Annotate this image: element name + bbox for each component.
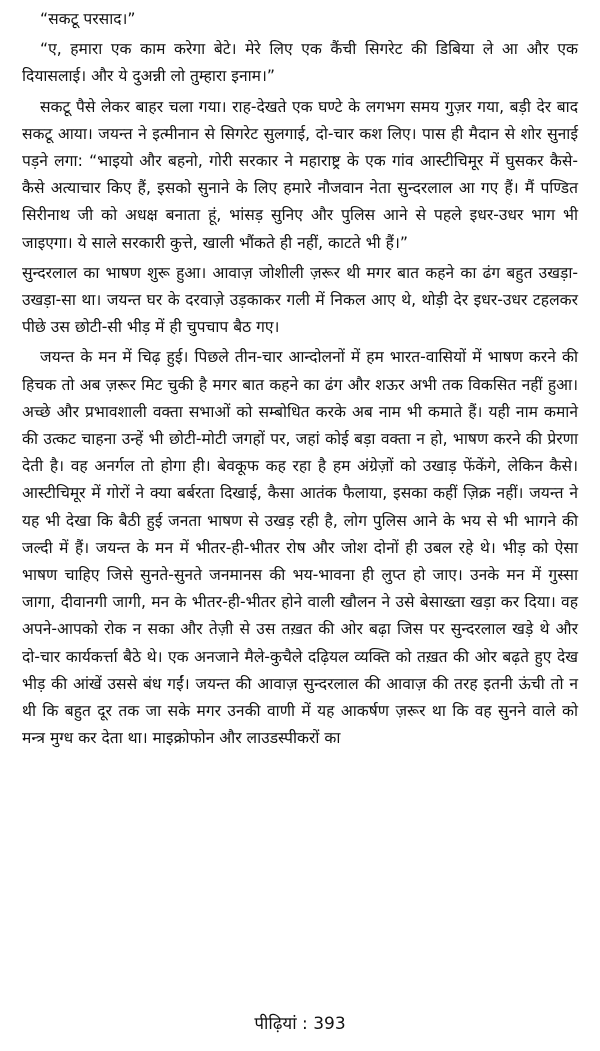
page-footer: पीढ़ियां : 393 bbox=[254, 1014, 346, 1034]
paragraph-1: “सकटू परसाद।” bbox=[40, 10, 136, 28]
paragraph-3: सकटू पैसे लेकर बाहर चला गया। राह-देखते एक घण्टे के लगभग समय गुज़र गया, बड़ी देर बाद सकटू आया। जयन्त ने इत्मीनान से सिगरेट सुलगाई, दो-चार कश लिए। पास ही मैदान से शोर सुनाई पड़ने लगा: “भाइयो और बहनो, गोरी सरकार ने महाराष्ट्र के एक गांव आस्टीचिमूर में घुसकर कैसे-कैसे अत्याचार किए हैं, इसको सुनाने के लिए हमारे नौजवान नेता सुन्दरलाल आ गए हैं। मैं पण्डित सिरीनाथ जी को अधक्ष बनाता हूं, भांसड़ सुनिए और पुलिस आने से पहले इधर-उधर भाग भी जाइएगा। ये साले सरकारी कुत्ते, खाली भौंकते ही नहीं, काटते भी हैं।” bbox=[22, 97, 578, 252]
paragraph-4: सुन्दरलाल का भाषण शुरू हुआ। आवाज़ जोशीली ज़रूर थी मगर बात कहने का ढंग बहुत उखड़ा-उखड़ा-सा था। जयन्त घर के दरवाज़े उड़काकर गली में निकल आए थे, थोड़ी देर इधर-उधर टहलकर पीछे उस छोटी-सी भीड़ में ही चुपचाप बैठ गए। bbox=[22, 263, 578, 337]
paragraph-2: “ए, हमारा एक काम करेगा बेटे। मेरे लिए एक कैंची सिगरेट की डिबिया ले आ और एक दियासलाई। और ये दुअन्नी लो तुम्हारा इनाम।” bbox=[22, 40, 578, 86]
body-text bbox=[22, 6, 578, 752]
paragraph-5: जयन्त के मन में चिढ़ हुई। पिछले तीन-चार आन्दोलनों में हम भारत-वासियों में भाषण करने की हिचक तो अब ज़रूर मिट चुकी है मगर बात कहने का ढंग और शऊर अभी तक विकसित नहीं हुआ। अच्छे और प्रभावशाली वक्ता सभाओं को सम्बोधित करके अब नाम भी कमाते हैं। यही नाम कमाने की उत्कट चाहना उन्हें भी छोटी-मोटी जगहों पर, जहां कोई बड़ा वक्ता न हो, भाषण करने की प्रेरणा देती है। वह अनर्गल तो होगा ही। बेवकूफ कह रहा है हम अंग्रेज़ों को उखाड़ फेंकेंगे, लेकिन कैसे। आस्टीचिमूर में गोरों ने क्या बर्बरता दिखाई, कैसा आतंक फैलाया, इसका कहीं ज़िक्र नहीं। जयन्त ने यह भी देखा कि बैठी हुई जनता भाषण से उखड़ रही है, लोग पुलिस आने के भय से भी भागने की जल्दी में हैं। जयन्त के मन में भीतर-ही-भीतर रोष और जोश दोनों ही उबल रहे थे। भीड़ को ऐसा भाषण चाहिए जिसे सुनते-सुनते जनमानस की भय-भावना ही लुप्त हो जाए। उनके मन में गुस्सा जागा, दीवानगी जागी, मन के भीतर-ही-भीतर होने वाली खौलन ने उसे बेसाख्ता खड़ा कर दिया। वह अपने-आपको रोक न सका और तेज़ी से उस तख़त की ओर बढ़ा जिस पर सुन्दरलाल खड़े थे और दो-चार कार्यकर्त्ता बैठे थे। एक अनजाने मैले-कुचैले दढ़ियल व्यक्ति को तख़त की ओर बढ़ते हुए देख भीड़ की आंखें उससे बंध गईं। जयन्त की आवाज़ सुन्दरलाल की आवाज़ की तरह इतनी ऊंची तो न थी कि बहुत दूर तक जा सके मगर उनकी वाणी में यह आकर्षण ज़रूर था कि वह सुनने वाले को मन्त्र मुग्ध कर देता था। माइक्रोफोन और लाउडस्पीकरों का bbox=[22, 348, 578, 748]
